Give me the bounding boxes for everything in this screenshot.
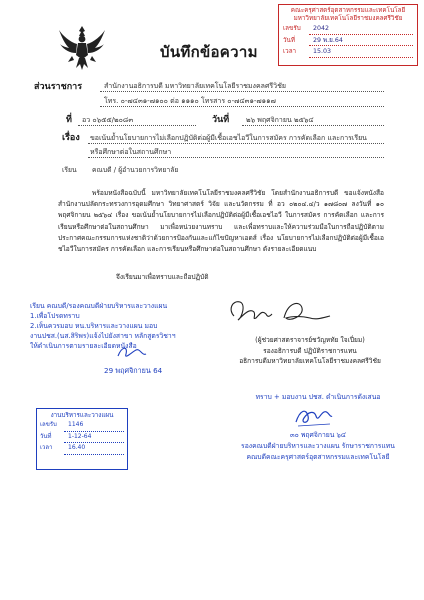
to-value: คณบดี / ผู้อำนวยการวิทยาลัย [92,166,179,174]
dean-note [30,301,176,351]
subject-underline-2 [88,157,384,158]
admin-time-label: เวลา [40,444,53,451]
admin-date-value: 1-12-64 [64,432,124,444]
doc-number-value: อว ๐๖๕๕/๒๐๘๓ [82,116,134,124]
receipt-stamp-number-row [283,24,413,35]
dean-note-line-5: ให้ดำเนินการตามรายละเอียดหนังสือ [30,342,137,350]
dean-note-line-2: 1.เพื่อโปรดทราบ [30,312,80,320]
subject-line-2: หรือศึกษาต่อในสถานศึกษา [90,148,172,156]
subject-label: เรื่อง [62,133,80,143]
signer-name: (ผู้ช่วยศาสตราจารย์ชวัญหทัย ใจเปี่ยม) [255,336,365,344]
receipt-time-label: เวลา [283,48,297,55]
dean-order-signature-icon [290,404,336,430]
admin-stamp-title: งานบริหารและวางแผน [50,412,114,419]
dean-initials-icon [114,342,150,364]
dean-order-line-1: ทราบ + มอบงาน ปชส. ดำเนินการดังเสนอ [255,393,381,401]
dean-note-line-1: เรียน คณบดี/รองคณบดีฝ่ายบริหารและวางแผน [30,302,168,310]
signer-block [220,335,400,367]
subject-underline-1 [88,143,384,144]
subject-line-1: ขอเน้นย้ำนโยบายการไม่เลือกปฏิบัติต่อผู้มีเชื้อเอชไอวีในการสมัคร การคัดเลือก และการเรียน [90,134,367,142]
agency-label: ส่วนราชการ [34,82,83,92]
receipt-date-label: วันที่ [283,36,295,44]
receipt-time-value: 15.03 [309,47,413,58]
receipt-number-value: 2042 [309,24,413,35]
receipt-stamp-org: คณะครุศาสตร์อุตสาหกรรมและเทคโนโลยี มหาวิทยาลัยเทคโนโลยีราชมงคลศรีวิชัย [290,7,406,22]
admin-number-value: 1146 [64,420,124,432]
doc-date-value: ๒๖ พฤศจิกายน ๒๕๖๔ [246,116,314,124]
receipt-stamp [278,4,418,66]
doc-number-underline [78,125,196,126]
doc-date-label: วันที่ [212,115,230,125]
dean-note-line-4: งานปชส.(นส.สิริพร)แจ้งไปยังสาขา หลักสูตรวิชาฯ [30,332,176,340]
signature-icon [226,296,336,330]
dean-note-date: 29 พฤศจิกายน 64 [104,366,163,375]
agency-phone: โทร. ๐-๗๔๓๑-๗๑๐๐ ต่อ ๑๑๑๐ โทรสาร ๐-๗๔๓๑-๗๑๑๗ [104,97,276,105]
body-paragraph: พร้อมหนังสือฉบับนี้ มหาวิทยาลัยเทคโนโลยีราชมงคลศรีวิชัย โดยสำนักงานอธิการบดี ขอแจ้งหนังสือสำนักงานปลัดกระทรวงการอุดมศึกษา วิทยาศาสตร์ วิจัย และนวัตกรรม ที่ อว ๐๒๐๔.๔/ว ๑๗๘๐๗ ลงวันที่ ๑๐ พฤศจิกายน ๒๕๖๔ เรื่อง ขอเน้นย้ำนโยบายการไม่เลือกปฏิบัติต่อผู้มีเชื้อเอชไอวี ในการสมัคร การคัดเลือก และการเรียนหรือศึกษาต่อในสถานศึกษา มาเพื่อหน่วยงานทราบ และเพื่อทราบและให้ความร่วมมือในการถือปฏิบัติตามประกาศคณะกรรมการแห่งชาติว่าด้วยการป้องกันและแก้ไขปัญหาเอดส์ เรื่อง นโยบายการไม่เลือกปฏิบัติต่อผู้มีเชื้อเอชไอวีในการสมัคร การคัดเลือก และการเรียนหรือศึกษาต่อในสถานศึกษา ดังรายละเอียดแนบ [58,189,384,254]
receipt-stamp-date-row [283,36,413,47]
agency-underline [100,91,384,92]
signer-position-1: รองอธิการบดี ปฏิบัติราชการแทน [263,346,357,355]
admin-stamp-time-row [40,443,124,455]
receipt-date-value: 29 พ.ย.64 [309,36,413,47]
dean-order-line-2: รองคณบดีฝ่ายบริหารและวางแผน รักษาราชการแทน [241,442,395,450]
admin-stamp-date-row [40,432,124,444]
admin-date-label: วันที่ [40,432,52,440]
doc-date-underline [242,125,384,126]
to-label: เรียน [62,166,77,174]
dean-order-line-3: คณบดีคณะครุศาสตร์อุตสาหกรรมและเทคโนโลยี [246,453,390,461]
garuda-emblem-icon [56,22,108,74]
dean-order-date: ๓๐ พฤศจิกายน ๖๔ [289,431,347,439]
admin-number-label: เลขรับ [40,421,57,428]
admin-stamp-number-row [40,420,124,432]
receipt-stamp-time-row [283,47,413,58]
closing-line: จึงเรียนมาเพื่อทราบและถือปฏิบัติ [116,273,209,281]
agency-value: สำนักงานอธิการบดี มหาวิทยาลัยเทคโนโลยีราชมงคลศรีวิชัย [104,82,286,90]
document-title: บันทึกข้อความ [160,43,258,61]
doc-number-label: ที่ [66,115,72,125]
admin-stamp [36,408,128,470]
admin-time-value: 16.40 [64,443,124,455]
signer-position-2: อธิการบดีมหาวิทยาลัยเทคโนโลยีราชมงคลศรีวิชัย [239,357,381,365]
receipt-number-label: เลขรับ [283,25,301,32]
dean-note-line-3: 2.เห็นควรมอบ หน.บริหารและวางแผน มอบ [30,322,158,330]
phone-underline [100,106,384,107]
